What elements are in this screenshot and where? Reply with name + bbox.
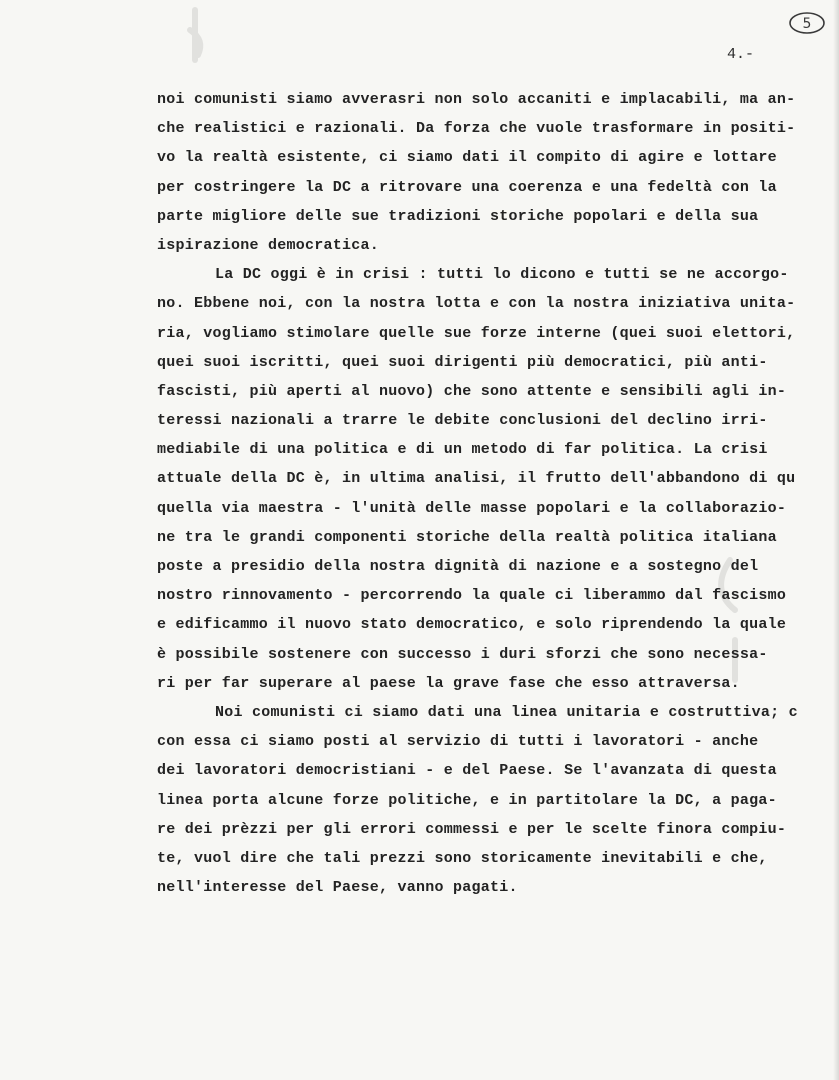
text-line: noi comunisti siamo avverasri non solo accaniti e implacabili, ma an- — [157, 91, 796, 108]
corner-annotation-text: 5 — [802, 16, 812, 32]
text-line: nostro rinnovamento - percorrendo la quale ci liberammo dal fascismo — [157, 587, 787, 605]
page-number: 4.- — [727, 46, 755, 63]
text-line: è possibile sostenere con successo i duri sforzi che sono necessa- — [157, 645, 768, 663]
text-line: teressi nazionali a trarre le debite conclusioni del declino irri- — [157, 412, 768, 430]
page-edge-shadow — [833, 0, 839, 1080]
text-line: ne tra le grandi componenti storiche della realtà politica italiana — [157, 528, 777, 546]
text-line: attuale della DC è, in ultima analisi, il frutto dell'abbandono di qu — [157, 470, 796, 488]
circled-page-annotation — [787, 10, 827, 36]
text-line: linea porta alcune forze politiche, e in partitolare la DC, a paga- — [157, 791, 777, 809]
text-line: con essa ci siamo posti al servizio di tutti i lavoratori - anche — [157, 733, 759, 751]
text-line: La DC oggi è in crisi : tutti lo dicono e tutti se ne accorgo- — [215, 266, 789, 284]
document-body — [157, 85, 839, 902]
text-line: no. Ebbene noi, con la nostra lotta e con la nostra iniziativa unita- — [157, 295, 796, 313]
text-line: parte migliore delle sue tradizioni storiche popolari e della sua — [157, 207, 759, 225]
text-line: te, vuol dire che tali prezzi sono storicamente inevitabili e che, — [157, 849, 768, 867]
text-line: ispirazione democratica. — [157, 236, 380, 254]
text-line: ri per far superare al paese la grave fase che esso attraversa. — [157, 674, 740, 692]
text-line: per costringere la DC a ritrovare una coerenza e una fedeltà con la — [157, 178, 777, 196]
text-line: poste a presidio della nostra dignità di nazione e a sostegno del — [157, 558, 759, 575]
text-line: e edificammo il nuovo stato democratico, e solo riprendendo la quale — [157, 616, 787, 634]
text-line: ria, vogliamo stimolare quelle sue forze interne (quei suoi elettori, — [157, 324, 796, 342]
text-line: vo la realtà esistente, ci siamo dati il compito di agire e lottare — [157, 149, 777, 167]
text-line: Noi comunisti ci siamo dati una linea unitaria e costruttiva; c — [215, 703, 798, 721]
text-line: dei lavoratori democristiani - e del Paese. Se l'avanzata di questa — [157, 762, 777, 780]
text-line: fascisti, più aperti al nuovo) che sono attente e sensibili agli in- — [157, 382, 787, 400]
text-line: nell'interesse del Paese, vanno pagati. — [157, 879, 518, 897]
text-line: re dei prèzzi per gli errori commessi e per le scelte finora compiu- — [157, 820, 787, 838]
text-line: che realistici e razionali. Da forza che vuole trasformare in positi- — [157, 120, 796, 138]
text-line: quei suoi iscritti, quei suoi dirigenti più democratici, più anti- — [157, 353, 768, 371]
text-line: quella via maestra - l'unità delle masse popolari e la collaborazio- — [157, 499, 787, 517]
text-line: mediabile di una politica e di un metodo di far politica. La crisi — [157, 441, 768, 459]
